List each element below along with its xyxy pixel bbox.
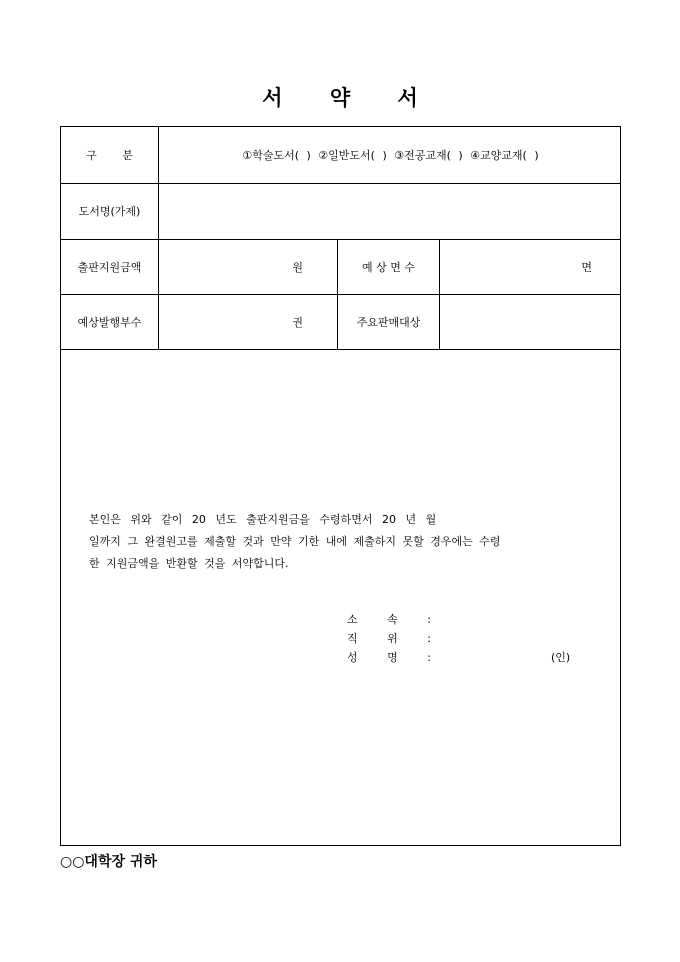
expected-pages-label: 예 상 면 수 [362, 260, 415, 274]
print-copies-unit[interactable]: 권 [292, 315, 303, 329]
category-label: 구 분 [86, 149, 133, 162]
support-amount-label: 출판지원금액 [77, 260, 142, 274]
sales-target-field[interactable] [440, 294, 622, 349]
seal-mark: (인) [551, 651, 571, 664]
addressee: ○○대학장 귀하 [60, 854, 157, 870]
expected-pages-unit[interactable]: 면 [581, 260, 592, 274]
category-options[interactable]: ①학술도서( ) ②일반도서( ) ③전공교재( ) ④교양교재( ) [242, 149, 539, 162]
support-amount-unit[interactable]: 원 [292, 260, 303, 274]
row-divider [61, 349, 620, 350]
position-label: 직 위 : [347, 632, 431, 645]
pledge-form-table [60, 126, 621, 846]
pledge-line: 본인은 위와 같이 20 년도 출판지원금을 수령하면서 20 년 월 [89, 513, 437, 526]
pledge-line: 일까지 그 완결원고를 제출할 것과 만약 기한 내에 제출하지 못할 경우에는 수령 [89, 535, 501, 548]
print-copies-label: 예상발행부수 [77, 315, 142, 329]
pledge-line: 한 지원금액을 반환할 것을 서약합니다. [89, 557, 289, 570]
book-name-field[interactable] [159, 183, 622, 239]
pledge-paragraph [89, 509, 579, 575]
name-label: 성 명 : [347, 651, 431, 664]
book-name-label: 도서명(가제) [78, 205, 141, 218]
sales-target-label: 주요판매대상 [356, 315, 421, 329]
page-title: 서 약 서 [262, 85, 438, 110]
affiliation-label: 소 속 : [347, 613, 431, 626]
